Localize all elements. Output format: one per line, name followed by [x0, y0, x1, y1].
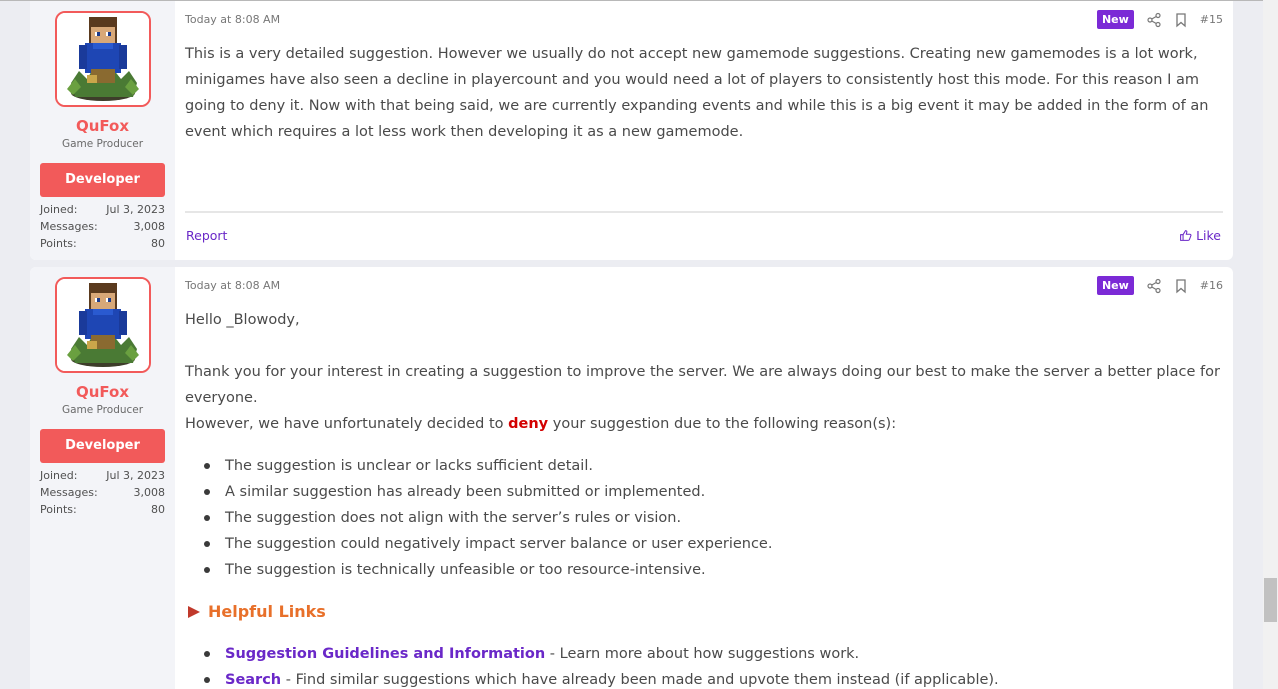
search-link[interactable]: Search	[225, 672, 282, 688]
links-list	[185, 641, 1225, 689]
stat-value[interactable]: 3,008	[133, 220, 165, 233]
reasons-list	[185, 453, 1225, 583]
post-content	[185, 267, 1223, 689]
stat-joined	[40, 467, 165, 484]
deny-text-after: your suggestion due to the following reason(s):	[548, 416, 897, 432]
bookmark-icon[interactable]	[1173, 278, 1189, 294]
helpful-links-toggle[interactable]	[185, 599, 1225, 625]
post-number[interactable]: #15	[1199, 13, 1223, 26]
deny-paragraph	[185, 411, 1225, 437]
helpful-links-title: Helpful Links	[208, 602, 326, 621]
list-item	[185, 641, 1225, 667]
list-item	[185, 667, 1225, 689]
stat-value[interactable]: 80	[151, 503, 165, 516]
deny-word: deny	[508, 416, 549, 432]
stat-points	[40, 501, 165, 518]
post-15	[30, 1, 1233, 260]
stat-label: Joined:	[40, 469, 78, 482]
stat-label: Joined:	[40, 203, 78, 216]
stat-messages	[40, 484, 165, 501]
stat-joined	[40, 201, 165, 218]
list-item: A similar suggestion has already been submitted or implemented.	[185, 479, 1225, 505]
list-item: The suggestion could negatively impact server balance or user experience.	[185, 531, 1225, 557]
like-label: Like	[1196, 228, 1221, 243]
share-icon[interactable]	[1146, 12, 1162, 28]
guidelines-link[interactable]: Suggestion Guidelines and Information	[225, 646, 546, 662]
user-stats	[40, 201, 165, 252]
post-date[interactable]: Today at 8:08 AM	[185, 13, 281, 26]
post-body: This is a very detailed suggestion. However we usually do not accept new gamemode suggestions. Creating new gamemodes is a lot work, minigames have also seen a decline in playercount and you would need a lot of players to consistently host this mode. For this reason I am going to deny it. Now with that being said, we are currently expanding events and while this is a big event it may be added in the form of an event which requires a lot less work then developing it as a new gamemode.	[185, 46, 1209, 140]
user-info-panel	[30, 1, 175, 260]
link-description: - Learn more about how suggestions work.	[545, 646, 860, 662]
user-avatar[interactable]	[55, 277, 151, 373]
post-number[interactable]: #16	[1199, 279, 1223, 292]
avatar-image	[57, 13, 149, 105]
stat-value[interactable]: 3,008	[133, 486, 165, 499]
new-badge: New	[1097, 10, 1134, 29]
deny-text-before: However, we have unfortunately decided to	[185, 416, 509, 432]
username[interactable]: QuFox	[75, 117, 130, 135]
scrollbar[interactable]	[1263, 0, 1278, 689]
developer-badge: Developer	[40, 429, 165, 463]
user-stats	[40, 467, 165, 518]
user-info-panel	[30, 267, 175, 689]
post-actions	[1097, 276, 1223, 295]
stat-points	[40, 235, 165, 252]
stat-value: Jul 3, 2023	[106, 469, 165, 482]
intro-paragraph: Thank you for your interest in creating a suggestion to improve the server. We are always doing our best to make the server a better place for everyone.	[185, 364, 1220, 406]
post-16	[30, 267, 1233, 689]
stat-value: Jul 3, 2023	[106, 203, 165, 216]
stat-label: Points:	[40, 237, 77, 250]
post-actions	[1097, 10, 1223, 29]
stat-value[interactable]: 80	[151, 237, 165, 250]
greeting: Hello _Blowody,	[185, 312, 300, 328]
list-item: The suggestion is technically unfeasible or too resource-intensive.	[185, 557, 1225, 583]
user-avatar[interactable]	[55, 11, 151, 107]
post-date[interactable]: Today at 8:08 AM	[185, 279, 281, 292]
report-link[interactable]: Report	[186, 228, 228, 243]
stat-messages	[40, 218, 165, 235]
stat-label: Points:	[40, 503, 77, 516]
like-button[interactable]	[1179, 228, 1221, 243]
new-badge: New	[1097, 276, 1134, 295]
bookmark-icon[interactable]	[1173, 12, 1189, 28]
share-icon[interactable]	[1146, 278, 1162, 294]
thumbs-up-icon	[1179, 229, 1192, 242]
developer-badge: Developer	[40, 163, 165, 197]
stat-label: Messages:	[40, 220, 98, 233]
list-item: The suggestion does not align with the server’s rules or vision.	[185, 505, 1225, 531]
list-item: The suggestion is unclear or lacks sufficient detail.	[185, 453, 1225, 479]
user-title: Game Producer	[61, 404, 144, 416]
scrollbar-thumb[interactable]	[1264, 578, 1277, 622]
spacer	[185, 333, 1225, 359]
post-body	[185, 307, 1225, 689]
post-content	[185, 1, 1223, 260]
footer-divider	[185, 211, 1223, 213]
user-title: Game Producer	[61, 138, 144, 150]
stat-label: Messages:	[40, 486, 98, 499]
triangle-right-icon	[188, 606, 200, 618]
link-description: - Find similar suggestions which have already been made and upvote them instead (if applicable).	[281, 672, 999, 688]
avatar-image	[57, 279, 149, 371]
username[interactable]: QuFox	[75, 383, 130, 401]
